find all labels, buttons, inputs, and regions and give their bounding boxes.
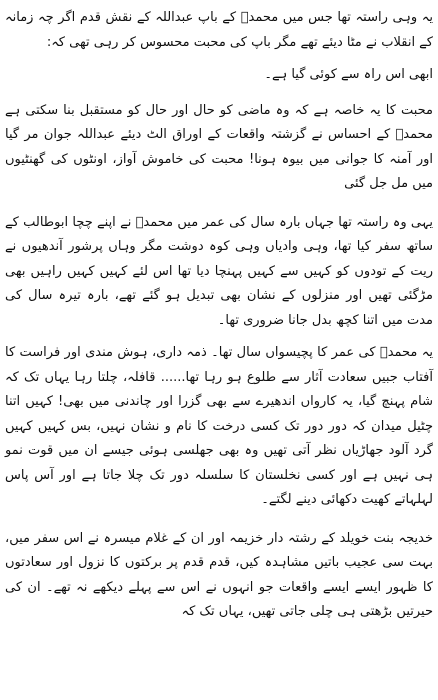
paragraph-someone-passed: ابھی اس راہ سے کوئی گیا ہے۔ [264, 67, 433, 82]
paragraph-caravan-to-sham: یہ محمدؐ کی عمر کا پچیسواں سال تھا۔ ذمہ داری، ہوش مندی اور فراست کا آفتاب جبیں سعادت آثار سے طلوع ہو رہا تھا...... قافلہ، چلتا رہا یہاں تک کہ شام پہنچ گیا، یہ کارواں اندھیرے سے بھی گزرا اور چاندنی میں بھی! کہیں اتنا چٹیل میدان کہ دور دور تک کسی درخت کا نام و نشان نہیں، بس کہیں کہیں گرد آلود جھاڑیاں نظر آتی تھیں وہ بھی جھلسی ہوئی جیسے ان میں قوت نمو ہی نہیں ہے اور کسی نخلستان کا سلسلہ دور تک چلا جاتا ہے اور آس پاس لہلہاتے کھیت دکھائی دینے لگتے۔ [5, 345, 433, 507]
paragraph-father-footsteps: یہ وہی راستہ تھا جس میں محمدؐ کے باپ عبداللہ کے نقش قدم اگر چہ زمانہ کے انقلاب نے مٹا دیئے تھے مگر باپ کی محبت محسوس کر رہی تھی کہ: [5, 10, 433, 50]
paragraph-childhood-journey: یہی وہ راستہ تھا جہاں بارہ سال کی عمر میں محمدؐ نے اپنے چچا ابوطالب کے ساتھ سفر کیا تھا، وہی وادیاں وہی کوہ دوشت مگر وہاں پرشور آندھیوں نے ریت کے تودوں کو کہیں سے کہیں پہنچا دیا تھا اس لئے کہیں کہیں راہیں بھی مڑگئی تھیں اور منزلوں کے نشان بھی تبدیل ہو گئے تھے، بارہ تیرہ سال کی مدت میں اتنا کچھ بدل جانا ضروری تھا۔ [5, 214, 433, 328]
paragraph-love-memory: محبت کا یہ خاصہ ہے کہ وہ ماضی کو حال اور حال کو مستقبل بنا سکتی ہے محمدؐ کے احساس نے گزشتہ واقعات کے اوراق الٹ دیئے عبداللہ جوان مر گیا اور آمنہ کا جوانی میں بیوہ ہونا! محبت کی خاموش آواز، اونٹوں کی گھنٹیوں میں مل جل گئی [5, 102, 433, 191]
paragraph-khadija-servants: خدیجہ بنت خویلد کے رشتہ دار خزیمہ اور ان کے غلام میسرہ نے اس سفر میں، بہت سی عجیب باتیں مشاہدہ کیں، قدم قدم پر برکتوں کا نزول اور سعادتوں کا ظہور ایسے ایسے واقعات جو انہوں نے اس سے پہلے دیکھے نہ تھے۔ ان کی حیرتیں بڑھتی ہی چلی جاتی تھیں، یہاں تک کہ [5, 530, 433, 619]
